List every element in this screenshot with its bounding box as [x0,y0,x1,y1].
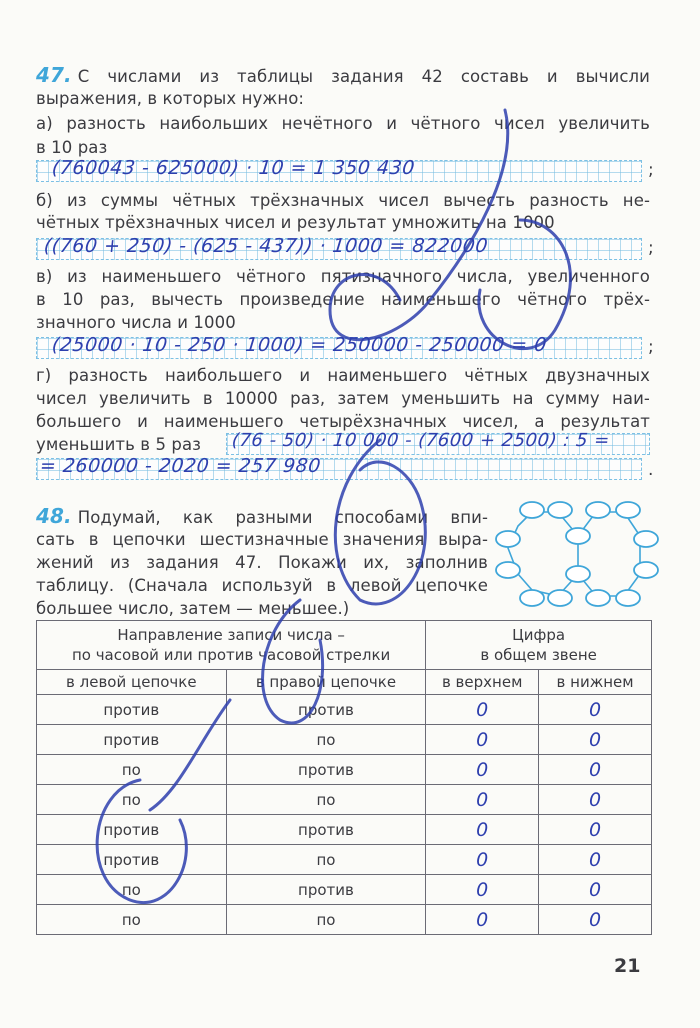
cell-left[interactable]: по [37,755,227,785]
task47-intro-line2: выражения, в которых нужно: [36,89,305,108]
answer-d-handwriting-line1: (76 - 50) · 10 000 - (7600 + 2500) : 5 = [230,430,611,451]
answer-table [36,620,652,935]
table-row [37,845,652,875]
cell-right[interactable]: по [226,905,426,935]
col-bottom-header: в нижнем [539,670,652,695]
task48-number: 48. [36,504,72,528]
cell-bottom-answer[interactable]: 0 [539,815,652,845]
task47-a-line2: в 10 раз [36,138,108,157]
chain-link[interactable] [520,590,544,606]
task47-d-line4: уменьшить в 5 раз [36,435,202,454]
cell-left[interactable]: по [37,875,227,905]
cell-top-answer[interactable]: 0 [426,695,539,725]
task47-intro-line1 [36,64,650,88]
task47-number: 47. [36,63,72,87]
task47-d-line1: г) разность наибольшего и наименьшего чётных двузначных [36,366,650,385]
table-row [37,755,652,785]
cell-left[interactable]: против [37,725,227,755]
table-row [37,785,652,815]
chain-link[interactable] [496,562,520,578]
cell-left[interactable]: против [37,695,227,725]
semicolon-b: ; [648,238,654,258]
task47-b-line1: б) из суммы чётных трёхзначных чисел вычесть разность не- [36,191,650,210]
cell-right[interactable]: против [226,695,426,725]
task47-d-line2: чисел увеличить в 10000 раз, затем уменьшить на сумму наи- [36,389,650,408]
semicolon-a: ; [648,160,654,180]
answer-d-handwriting-line2: = 260000 - 2020 = 257 980 [38,455,323,477]
answer-b-handwriting: ((760 + 250) - (625 - 437)) · 1000 = 822000 [42,235,490,257]
table-row [37,815,652,845]
cell-top-answer[interactable]: 0 [426,845,539,875]
cell-top-answer[interactable]: 0 [426,815,539,845]
task48-line5: большее число, затем — меньшее.) [36,599,350,618]
cell-bottom-answer[interactable]: 0 [539,875,652,905]
col-top-header: в верхнем [426,670,539,695]
answer-c-handwriting: (25000 · 10 - 250 · 1000) = 250000 - 250000 = 0 [50,334,548,356]
task48-line3: жений из задания 47. Покажи их, заполнив [36,553,488,572]
header-digit-line2: в общем звене [480,646,597,664]
col-right-header: в правой цепочке [226,670,426,695]
cell-right[interactable]: по [226,725,426,755]
cell-left[interactable]: против [37,845,227,875]
answer-a-handwriting: (760043 - 625000) · 10 = 1 350 430 [50,157,416,179]
table-row [37,905,652,935]
cell-bottom-answer[interactable]: 0 [539,905,652,935]
cell-right[interactable]: против [226,815,426,845]
task47-a-line1: а) разность наибольших нечётного и чётного чисел увеличить [36,114,650,133]
header-direction [37,621,426,670]
chain-link[interactable] [634,562,658,578]
task47-c-line2: в 10 раз, вычесть произведение наименьшего чётного трёх- [36,290,650,309]
cell-right[interactable]: против [226,875,426,905]
semicolon-c: ; [648,337,654,357]
task48-line4: таблицу. (Сначала используй в левой цепочке [36,576,488,595]
chain-link[interactable] [616,590,640,606]
task48-line2: сать в цепочки шестизначные значения выра- [36,530,488,549]
chain-link[interactable] [586,502,610,518]
cell-left[interactable]: против [37,815,227,845]
cell-bottom-answer[interactable]: 0 [539,695,652,725]
page-number: 21 [614,955,641,977]
chain-link-shared-bottom[interactable] [566,566,590,582]
table-row [37,725,652,755]
task47-c-line1: в) из наименьшего чётного пятизначного числа, увеличенного [36,267,650,286]
task48-line1 [36,505,488,529]
table-row [37,875,652,905]
chain-link[interactable] [520,502,544,518]
period-d: . [648,460,654,480]
header-direction-line1: Направление записи числа – [117,626,345,644]
cell-bottom-answer[interactable]: 0 [539,755,652,785]
chain-link[interactable] [616,502,640,518]
cell-right[interactable]: по [226,785,426,815]
cell-bottom-answer[interactable]: 0 [539,785,652,815]
cell-bottom-answer[interactable]: 0 [539,845,652,875]
task47-c-line3: значного числа и 1000 [36,313,236,332]
cell-top-answer[interactable]: 0 [426,785,539,815]
cell-bottom-answer[interactable]: 0 [539,725,652,755]
chain-link[interactable] [548,502,572,518]
chain-link[interactable] [586,590,610,606]
cell-right[interactable]: против [226,755,426,785]
cell-left[interactable]: по [37,785,227,815]
chain-link[interactable] [634,531,658,547]
table-row [37,695,652,725]
cell-right[interactable]: по [226,845,426,875]
chain-link[interactable] [548,590,572,606]
task48-line1-text: Подумай, как разными способами впи- [77,508,488,527]
cell-left[interactable]: по [37,905,227,935]
cell-top-answer[interactable]: 0 [426,725,539,755]
header-digit [426,621,652,670]
cell-top-answer[interactable]: 0 [426,905,539,935]
cell-top-answer[interactable]: 0 [426,755,539,785]
header-digit-line1: Цифра [512,626,566,644]
chain-link-shared-top[interactable] [566,528,590,544]
task47-d-line3: большего и наименьшего четырёхзначных чисел, а результат [36,412,650,431]
cell-top-answer[interactable]: 0 [426,875,539,905]
task47-intro-text: С числами из таблицы задания 42 составь и вычисли [77,67,650,86]
task47-b-line2: чётных трёхзначных чисел и результат умножить на 1000 [36,213,555,232]
chain-diagram [488,496,664,614]
header-direction-line2: по часовой или против часовой стрелки [71,646,391,664]
col-left-header: в левой цепочке [37,670,227,695]
chain-link[interactable] [496,531,520,547]
